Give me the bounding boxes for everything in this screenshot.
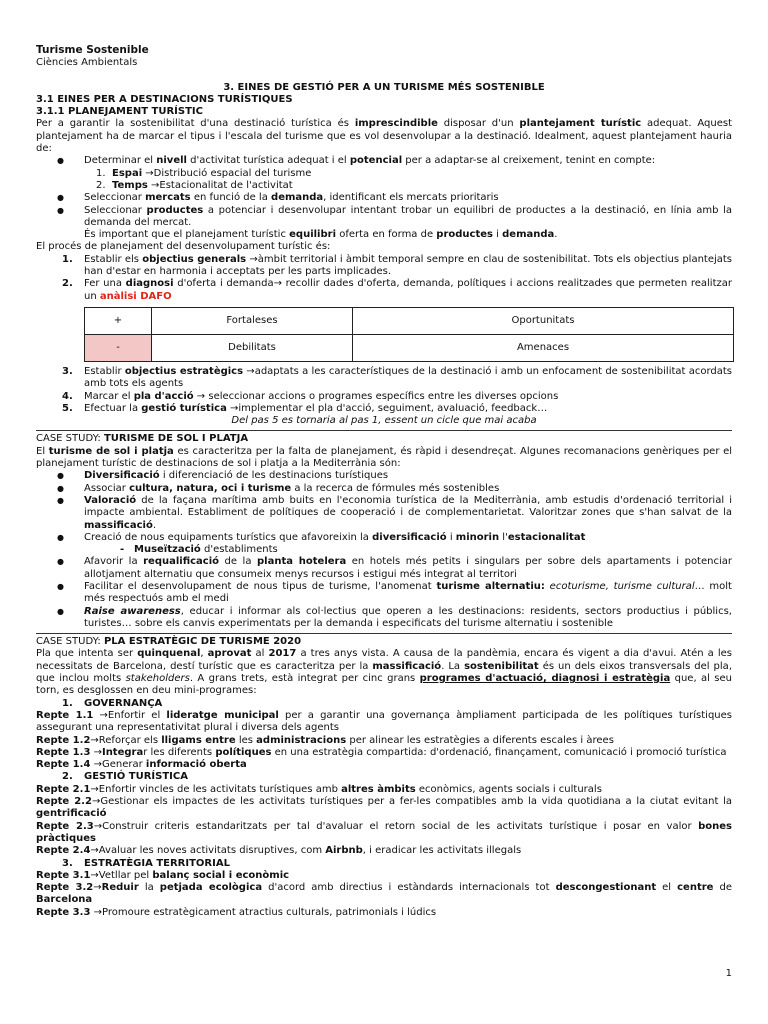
repte-2-1: Repte 2.1→Enfortir vincles de les activitats turístiques amb altres àmbits econòmics, agents socials i culturals: [36, 783, 602, 795]
course-subtitle: Ciències Ambientals: [36, 57, 138, 69]
dafo-table: [84, 307, 734, 362]
dafo-minus-cell: -: [85, 334, 152, 361]
process-steps-continued: [36, 366, 732, 415]
list-item: 2. Temps →Estacionalitat de l'activitat: [96, 179, 293, 191]
list-item: ● Facilitar el desenvolupament de nous tipus de turisme, l'anomenat turisme alternatiu: ecoturisme, turisme cultural… molt més respectuós amb el medi: [84, 581, 732, 606]
list-item: 4. Marcar el pla d'acció → seleccionar accions o programes específics entre les diverses opcions: [62, 390, 559, 402]
repte-2-3: Repte 2.3→Construir criteris estandaritzats per tal d'avaluar el retorn social de les activitats turístique i posar en valor bones pràctiques: [36, 820, 733, 844]
intro-paragraph: Per a garantir la sostenibilitat d'una destinació turística és imprescindible disposar d'un plantejament turístic adequat. Aquest plantejament ha de marcar el tipus i l'escala del turisme que es vol desenvolupar a la destinació. Idealment, aquest plantejament hauria de:: [36, 118, 732, 155]
repte-1-4: Repte 1.4 →Generar informació oberta: [36, 759, 247, 771]
divider: [36, 430, 732, 431]
repte-1-3: Repte 1.3 →Integrar les diferents polítiques en una estratègia compartida: d'ordenació, finançament, comunicació i promoció turística: [36, 746, 727, 758]
chapter-title: 3. EINES DE GESTIÓ PER A UN TURISME MÉS SOSTENIBLE: [223, 81, 545, 93]
process-intro: El procés de planejament del desenvolupament turístic és:: [36, 241, 331, 253]
case-study-2-heading: CASE STUDY: PLA ESTRATÈGIC DE TURISME 2020: [36, 636, 302, 648]
sub-item: - Museïtzació d'establiments: [120, 544, 278, 556]
planning-bullets: [36, 155, 732, 241]
course-title: Turisme Sostenible: [36, 44, 149, 56]
repte-1-1: Repte 1.1 →Enfortir el lideratge municipal per a garantir una governança àmpliament participada de les polítiques turístiques assegurant una representativitat plural i diversa dels agents: [36, 709, 733, 734]
case-study-1-heading: CASE STUDY: TURISME DE SOL I PLATJA: [36, 433, 249, 445]
program-heading-gestio: 2. GESTIÓ TURÍSTICA: [62, 771, 188, 783]
case-study-1-intro: El turisme de sol i platja es caracteritza per la falta de planejament, és ràpid i desendreçat. Algunes recomanacions genèriques per el planejament turístic de destinacions de sol i platja a la Mediterrània són:: [36, 445, 733, 470]
list-item: 1. Establir els objectius generals →àmbit territorial i àmbit temporal sempre en clau de sostenibilitat. Tots els objectius plantejats han d'estar en harmonia i acceptats per les parts implicades.: [62, 253, 733, 278]
section-heading-3-1-1: 3.1.1 PLANEJAMENT TURÍSTIC: [36, 106, 203, 118]
list-item: ● Seleccionar mercats en funció de la demanda, identificant els mercats prioritaris: [84, 192, 732, 204]
process-steps: [36, 254, 732, 303]
dafo-fortaleses: Fortaleses: [152, 307, 353, 334]
repte-3-2: Repte 3.2→Reduir la petjada ecològica d'acord amb directius i estàndards internacionals tot descongestionant el centre de Barcelona: [36, 882, 732, 906]
list-item: ● Seleccionar productes a potenciar i desenvolupar intentant trobar un equilibri de productes a la destinació, en línia amb la demanda del mercat. És important que el planejament turístic equilibri oferta en forma de productes i demanda.: [84, 205, 732, 242]
repte-3-1: Repte 3.1→Vetllar pel balanç social i econòmic: [36, 869, 290, 881]
divider: [36, 633, 732, 634]
list-item: 5. Efectuar la gestió turística →implementar el pla d'acció, seguiment, avaluació, feedback…: [62, 402, 548, 414]
repte-1-2: Repte 1.2→Reforçar els lligams entre les administracions per alinear les estratègies a diferents escales i àrees: [36, 734, 614, 746]
list-item: ● Associar cultura, natura, oci i turisme a la recerca de fórmules més sostenibles: [84, 483, 732, 495]
section-heading-3-1: 3.1 EINES PER A DESTINACIONS TURÍSTIQUES: [36, 93, 293, 105]
list-item: ● Creació de nous equipaments turístics que afavoreixin la diversificació i minorin l'estacionalitat - Museïtzació d'establiments: [84, 532, 732, 557]
repte-2-4: Repte 2.4→Avaluar les noves activitats disruptives, com Airbnb, i eradicar les activitats illegals: [36, 845, 522, 857]
list-item: ● Afavorir la requalificació de la planta hotelera en hotels més petits i singulars per sobre dels apartaments i potenciar allotjament alternatiu que consumeix menys recursos i estigui més integrat al territori: [84, 556, 732, 581]
dafo-amenaces: Amenaces: [353, 334, 734, 361]
dafo-plus-cell: +: [85, 307, 152, 334]
dafo-debilitats: Debilitats: [152, 334, 353, 361]
list-item: 2. Fer una diagnosi d'oferta i demanda→ recollir dades d'oferta, demanda, polítiques i accions realitzades que permeten realitzar un anàlisi DAFO: [62, 278, 732, 302]
list-item: 1. Espai →Distribució espacial del turisme: [96, 167, 312, 179]
list-item: ● Diversificació i diferenciació de les destinacions turístiques: [84, 470, 732, 482]
case-study-1-bullets: [36, 470, 732, 630]
list-item: ● Raise awareness, educar i informar als col·lectius que operen a les destinacions: residents, sectors productius i públics, turistes… sobre els canvis experimentats per la demanda i especificats del turisme alternatiu i sostenible: [84, 606, 732, 631]
sub-list: [84, 168, 732, 193]
program-heading-territorial: 3. ESTRATÈGIA TERRITORIAL: [62, 857, 230, 869]
page-number: 1: [725, 968, 732, 979]
list-item: 3. Establir objectius estratègics →adaptats a les característiques de la destinació i amb un enfocament de sostenibilitat acordats amb tots els agents: [62, 365, 732, 390]
dafo-oportunitats: Oportunitats: [353, 307, 734, 334]
cycle-note: Del pas 5 es tornaria al pas 1, essent un cicle que mai acaba: [231, 415, 537, 427]
program-heading-governanca: 1. GOVERNANÇA: [62, 697, 163, 709]
repte-2-2: Repte 2.2→Gestionar els impactes de les activitats turístiques per a fer-les compatibles amb la vida quotidiana a la ciutat evitant la gentrificació: [36, 796, 732, 820]
case-study-2-intro: Pla que intenta ser quinquenal, aprovat al 2017 a tres anys vista. A causa de la pandèmia, encara és vigent a dia d'avui. Atén a les necessitats de Barcelona, destí turístic que es caracteritza per la massificació. La sostenibilitat és un dels eixos transversals del pla, que inclou molts stakeholders. A grans trets, està integrat per cinc grans programes d'actuació, diagnosi i estratègia que, al seu torn, es desglossen en deu mini-programes:: [36, 648, 733, 697]
list-item: ● Valoració de la façana marítima amb buits en l'economia turística de la Mediterrània, amb estudis d'ordenació territorial i impacte ambiental. Establiment de polítiques de cooperació i de complementarietat. Valoritzar zones que s'han salvat de la massificació.: [84, 495, 732, 532]
repte-3-3: Repte 3.3 →Promoure estratègicament atractius culturals, patrimonials i lúdics: [36, 906, 437, 918]
list-item: ● Determinar el nivell d'activitat turística adequat i el potencial per a adaptar-se al creixement, tenint en compte: 1. Espai →Distribució espacial del turisme 2. Temps →Estacionalitat de l'activitat: [84, 155, 732, 192]
